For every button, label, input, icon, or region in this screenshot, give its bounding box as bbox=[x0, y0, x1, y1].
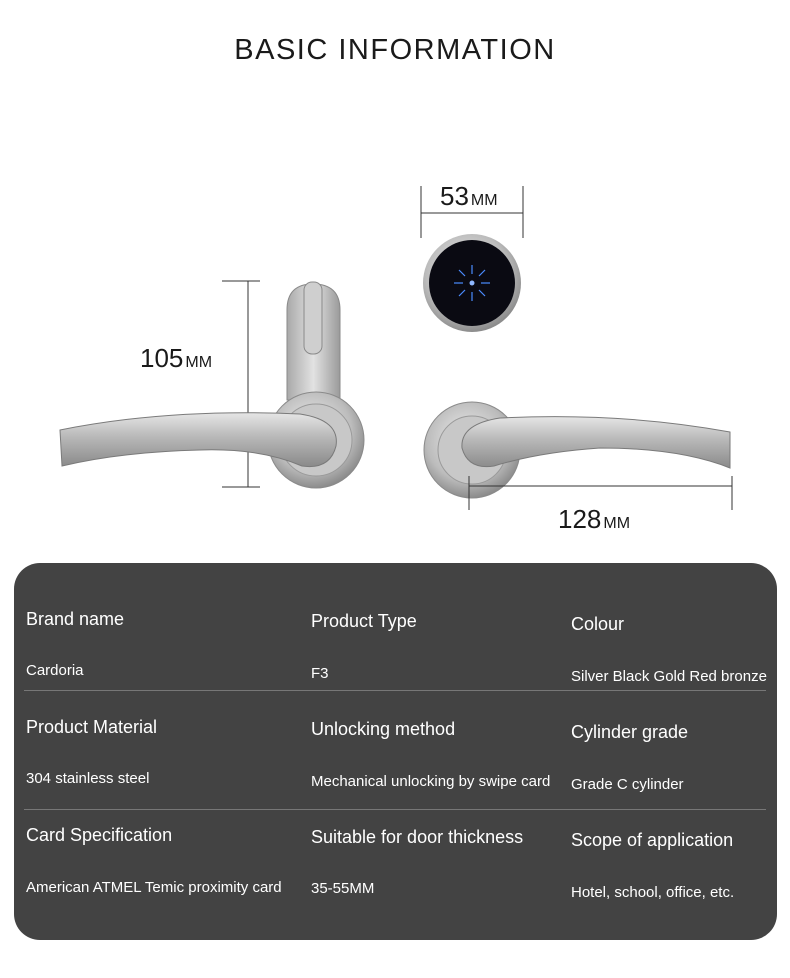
right-handle bbox=[424, 402, 730, 498]
brand-name-value: Cardoria bbox=[26, 662, 84, 679]
dimension-top-width: 53 MM bbox=[440, 181, 498, 211]
dimension-length: 128 MM bbox=[558, 504, 631, 534]
height-dimension-lines bbox=[222, 281, 260, 487]
spec-table bbox=[14, 563, 777, 940]
cylinder-grade-value: Grade C cylinder bbox=[571, 776, 684, 793]
unlocking-method-label: Unlocking method bbox=[311, 719, 456, 739]
scope-of-application-value: Hotel, school, office, etc. bbox=[571, 884, 735, 901]
colour-label: Colour bbox=[571, 614, 625, 634]
scope-of-application-label: Scope of application bbox=[571, 830, 734, 850]
dimension-height: 105 MM bbox=[140, 343, 213, 373]
row-divider bbox=[24, 809, 766, 810]
door-thickness-label: Suitable for door thickness bbox=[311, 827, 524, 847]
card-reader bbox=[423, 234, 521, 332]
colour-value: Silver Black Gold Red bronze bbox=[571, 668, 767, 685]
product-type-value: F3 bbox=[311, 665, 329, 682]
door-thickness-value: 35-55MM bbox=[311, 880, 375, 897]
unlocking-method-value: Mechanical unlocking by swipe card bbox=[311, 773, 551, 790]
card-specification-label: Card Specification bbox=[26, 825, 173, 845]
card-specification-value: American ATMEL Temic proximity card bbox=[26, 879, 282, 896]
product-type-label: Product Type bbox=[311, 611, 417, 631]
product-material-label: Product Material bbox=[26, 717, 158, 737]
row-divider bbox=[24, 690, 766, 691]
cylinder-grade-label: Cylinder grade bbox=[571, 722, 689, 742]
left-handle bbox=[60, 282, 364, 488]
brand-name-label: Brand name bbox=[26, 609, 125, 629]
product-material-value: 304 stainless steel bbox=[26, 770, 150, 787]
page-title: BASIC INFORMATION bbox=[234, 34, 556, 66]
